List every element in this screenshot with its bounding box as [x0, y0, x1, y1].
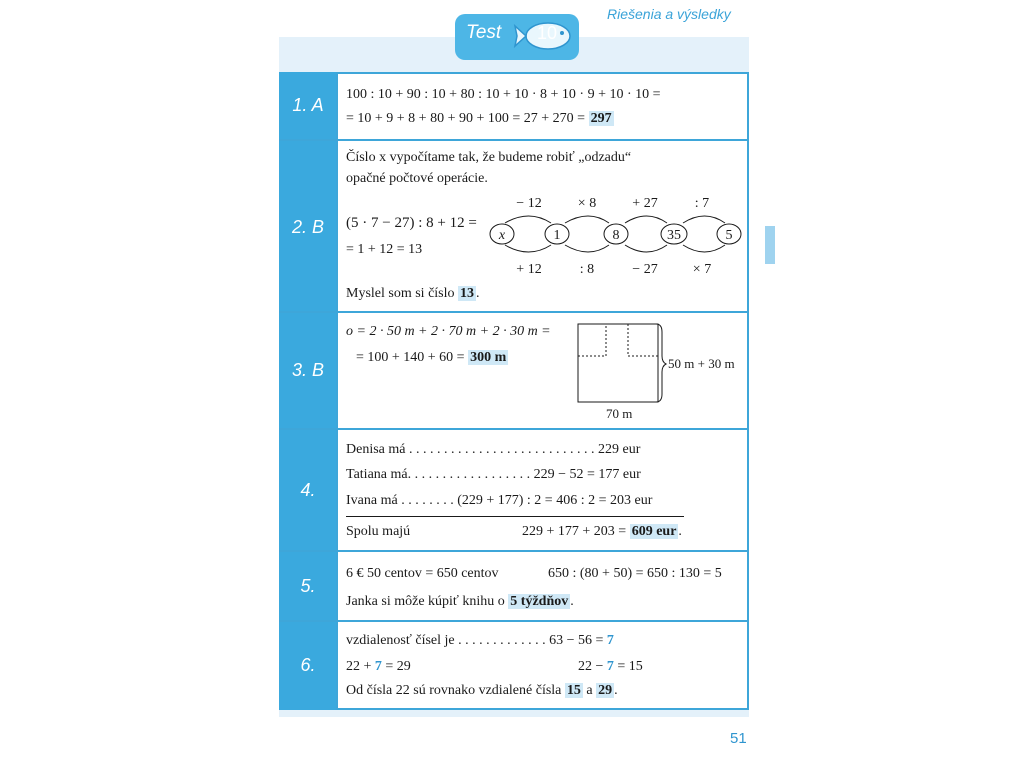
task-label-5: 5.: [300, 576, 316, 596]
chain-node-label: 1: [553, 228, 561, 243]
task6-line3: Od čísla 22 sú rovnako vzdialené čísla 15 a 29 .: [346, 683, 618, 698]
chain-arrow-bottom: [505, 245, 551, 252]
chain-op-top: × 8: [577, 196, 597, 211]
task1-line1: 100 : 10 + 90 : 10 + 80 : 10 + 10 · 8 + 10 · 9 + 10 · 10 =: [346, 87, 661, 102]
chain-arrow-bottom: [683, 245, 725, 252]
task2-expression-line1: (5 · 7 − 27) : 8 + 12 =: [346, 215, 477, 231]
task2-conclusion: Myslel som si číslo 13 .: [346, 286, 480, 301]
task-label-2: 2. B: [291, 217, 325, 237]
task5-line2: Janka si môže kúpiť knihu o 5 týždňov .: [346, 594, 574, 609]
page-number: 51: [730, 730, 747, 747]
row-divider: [279, 620, 749, 622]
chain-arrow-top: [565, 216, 609, 223]
operation-chain-diagram: [485, 193, 747, 277]
task4-line1: Denisa má . . . . . . . . . . . . . . . . . . . . . . . . . . . 229 eur: [346, 442, 641, 457]
row-divider: [279, 428, 749, 430]
task4-sum: 229 + 177 + 203 = 609 eur .: [522, 524, 682, 539]
plan-dimension-right: 50 m + 30 m: [668, 356, 735, 371]
task4-sum-label: Spolu majú: [346, 524, 411, 539]
task6-result-b: 29: [598, 683, 613, 698]
task1-line2: = 10 + 9 + 8 + 80 + 90 + 100 = 27 + 270 = 297: [346, 111, 612, 126]
chain-arrow-top: [683, 216, 725, 223]
test-badge-number: 10: [537, 23, 558, 43]
task3-result: 300 m: [470, 350, 507, 365]
task5-result: 5 týždňov: [510, 594, 569, 609]
chain-node-label: x: [498, 228, 506, 243]
column-divider: [336, 72, 338, 710]
task2-expression-line2: = 1 + 12 = 13: [346, 242, 423, 257]
task2-intro-line1: Číslo x vypočítame tak, že budeme robiť „odzadu“: [346, 150, 632, 165]
task6-result-a: 15: [566, 683, 581, 698]
section-title: Riešenia a výsledky: [607, 6, 731, 22]
task-label-6: 6.: [300, 655, 316, 675]
task2-intro-line2: opačné počtové operácie.: [346, 171, 488, 186]
chain-op-top: + 27: [632, 196, 658, 211]
task4-result: 609 eur: [631, 524, 677, 539]
task6-line2a: 22 + 7 = 29: [346, 659, 411, 674]
task3-line1: o = 2 · 50 m + 2 · 70 m + 2 · 30 m =: [346, 324, 551, 339]
row-divider: [279, 311, 749, 313]
row-divider: [279, 139, 749, 141]
task3-line2: = 100 + 140 + 60 = 300 m: [356, 350, 507, 365]
side-tab-marker: [765, 226, 775, 264]
task1-result: 297: [590, 111, 612, 126]
chain-op-bottom: + 12: [516, 262, 542, 277]
chain-op-top: : 7: [694, 196, 710, 211]
test-badge-label: Test: [466, 22, 502, 43]
chain-op-top: − 12: [516, 196, 542, 211]
room-plan-diagram: [572, 318, 748, 424]
task5-line1b: 650 : (80 + 50) = 650 : 130 = 5: [548, 566, 722, 581]
task-label-1: 1. A: [292, 95, 324, 115]
task5-line1a: 6 € 50 centov = 650 centov: [346, 566, 499, 581]
chain-arrow-top: [505, 216, 551, 223]
chain-node-label: 8: [612, 228, 620, 243]
chain-arrow-bottom: [625, 245, 667, 252]
task-label-4: 4.: [300, 480, 316, 500]
chain-node-label: 5: [725, 228, 733, 243]
chain-op-bottom: × 7: [692, 262, 712, 277]
task-label-3: 3. B: [291, 360, 325, 380]
task2-result: 13: [460, 286, 475, 301]
plan-dimension-bottom: 70 m: [606, 406, 633, 421]
chain-op-bottom: : 8: [579, 262, 595, 277]
chain-arrow-bottom: [565, 245, 609, 252]
task4-line3: Ivana má . . . . . . . . (229 + 177) : 2 = 406 : 2 = 203 eur: [346, 493, 653, 508]
chain-op-bottom: − 27: [632, 262, 658, 277]
chain-node-label: 35: [667, 228, 681, 243]
sum-divider: [346, 516, 684, 517]
task6-line1: vzdialenosť čísel je . . . . . . . . . . . . . 63 − 56 = 7: [346, 633, 614, 648]
task4-line2: Tatiana má. . . . . . . . . . . . . . . . . . 229 − 52 = 177 eur: [346, 467, 641, 482]
task6-line2b: 22 − 7 = 15: [578, 659, 643, 674]
row-divider: [279, 550, 749, 552]
label-column: [279, 72, 337, 710]
chain-arrow-top: [625, 216, 667, 223]
